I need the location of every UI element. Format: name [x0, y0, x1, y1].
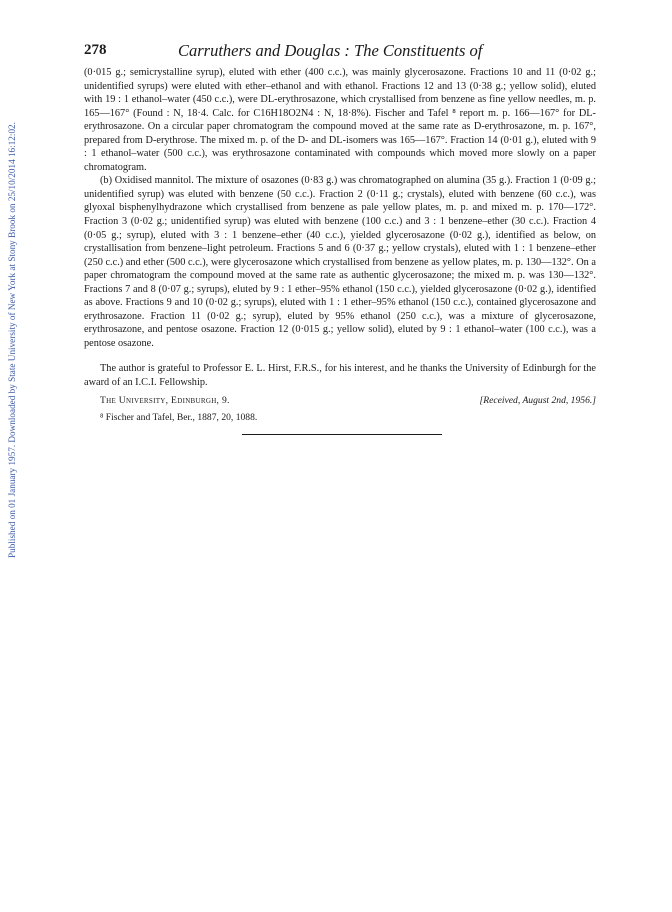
end-rule	[242, 434, 442, 435]
download-notice: Published on 01 January 1957. Downloaded by State University of New York at Stony Brook on 25/10/2014 16:12:02.	[7, 122, 17, 558]
page-number: 278	[84, 42, 107, 58]
affiliation: The University, Edinburgh, 9.	[100, 394, 230, 406]
footnote: ⁸ Fischer and Tafel, Ber., 1887, 20, 1088.	[100, 411, 258, 423]
acknowledgement: The author is grateful to Professor E. L. Hirst, F.R.S., for his interest, and he thanks the University of Edinburgh for the award of an I.C.I. Fellowship.	[84, 363, 596, 389]
download-watermark	[2, 80, 22, 600]
running-title: Carruthers and Douglas : The Constituents of	[178, 41, 483, 60]
affiliation-line	[84, 394, 596, 408]
body-text	[84, 66, 596, 390]
paragraph-oxidised-mannitol: (b) Oxidised mannitol. The mixture of osazones (0·83 g.) was chromatographed on alumina (35 g.). Fraction 1 (0·09 g.; unidentified syrup) was eluted with benzene (50 c.c.). Fraction 2 (0·11 g.; crystals), eluted with benzene (60 c.c.), was glyoxal bisphenylhydrazone which crystallised from benzene as pale yellow plates, m. p. and mixed m. p. 170—172°. Fraction 3 (0·02 g.; unidentified syrup) was eluted with benzene (100 c.c.) and 3 : 1 benzene–ether (30 c.c.). Fraction 4 (0·05 g.; syrup), eluted with 3 : 1 benzene–ether (40 c.c.), yielded glycerosazone (0·02 g.), identified as below, on crystallisation from benzene–light petroleum. Fractions 5 and 6 (0·37 g.; yellow crystals), eluted with 1 : 1 benzene–ether (250 c.c.) and ether (500 c.c.), were glycerosazone which crystallised from benzene as yellow plates, m. p. 130—132°. On a paper chromatogram the compound moved at the same rate as authentic glycerosazone; the mixed m. p. was 130—132°. Fractions 7 and 8 (0·07 g.; syrups), eluted by 9 : 1 ether–95% ethanol (150 c.c.), yielded glycerosazone (0·02 g.), identified as above. Fractions 9 and 10 (0·02 g.; syrups), eluted with 1 : 1 ether–95% ethanol (150 c.c.), contained glycerosazone and erythrosazone. Fraction 11 (0·02 g.; syrup), eluted by 95% ethanol (250 c.c.), was a mixture of glycerosazone, erythrosazone, and pentose osazone. Fraction 12 (0·015 g.; yellow solid), eluted by 9 : 1 ethanol–water (100 c.c.), was a pentose osazone.	[84, 175, 596, 349]
journal-page	[84, 40, 596, 435]
received-date: [Received, August 2nd, 1956.]	[479, 394, 596, 406]
paragraph-erythritol-fractions: (0·015 g.; semicrystalline syrup), eluted with ether (400 c.c.), was mainly glycerosazone. Fractions 10 and 11 (0·02 g.; unidentified syrups) were eluted with ether–ethanol and with ethanol. Fractions 12 and 13 (0·38 g.; yellow solid), eluted with 19 : 1 ethanol–water (450 c.c.), were DL-erythrosazone, which crystallised from benzene as fine yellow needles, m. p. 165—167° (Found : N, 18·4. Calc. for C16H18O2N4 : N, 18·8%). Fischer and Tafel ⁸ report m. p. 166—167° for DL-erythrosazone. On a circular paper chromatogram the compound moved at the same rate as D-erythrosazone, m. p. 167°, prepared from D-erythrose. The mixed m. p. of the D- and DL-isomers was 165—167°. Fraction 14 (0·01 g.), eluted with 9 : 1 ethanol–water (500 c.c.), was erythrosazone contaminated with compounds which moved more slowly on a paper chromatogram.	[84, 67, 596, 173]
running-head	[84, 40, 596, 64]
